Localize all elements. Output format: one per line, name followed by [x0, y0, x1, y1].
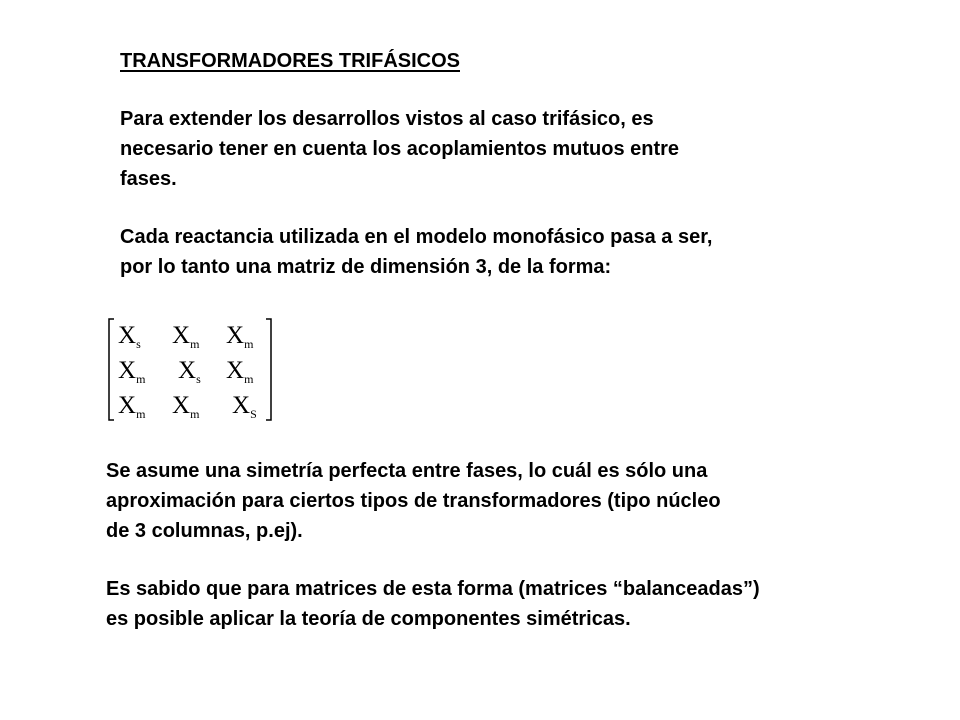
paragraph-intro-line-3: fases.	[120, 168, 177, 190]
matrix-cell-r2c2: $X_s$	[178, 357, 201, 386]
matrix-cell-r1c2: $X_m$	[172, 322, 200, 351]
paragraph-symmetry-line-3: de 3 columnas, p.ej).	[106, 520, 303, 542]
paragraph-intro-line-2: necesario tener en cuenta los acoplamientos mutuos entre	[120, 138, 680, 160]
paragraph-intro-line-1: Para extender los desarrollos vistos al caso trifásico, es	[120, 108, 654, 130]
matrix-cell-r3c1: $X_m$	[118, 392, 146, 421]
right-bracket	[266, 319, 271, 420]
matrix-cell-r1c1: $X_s$	[118, 322, 141, 351]
paragraph-reactance-line-2: por lo tanto una matriz de dimensión 3, de la forma:	[120, 256, 612, 278]
matrix-cell-r3c3: $X_S$	[232, 392, 257, 421]
paragraph-symmetry-line-1: Se asume una simetría perfecta entre fases, lo cuál es sólo una	[106, 460, 708, 482]
paragraph-conclusion-line-2: es posible aplicar la teoría de componentes simétricas.	[106, 608, 631, 630]
matrix-cell-r1c3: $X_m$	[226, 322, 254, 351]
reactance-matrix	[106, 316, 286, 424]
paragraph-symmetry-line-2: aproximación para ciertos tipos de transformadores (tipo núcleo	[106, 490, 721, 512]
matrix-cell-r3c2: $X_m$	[172, 392, 200, 421]
page-title: TRANSFORMADORES TRIFÁSICOS	[120, 50, 460, 72]
left-bracket	[109, 319, 114, 420]
matrix-cell-r2c3: $X_m$	[226, 357, 254, 386]
paragraph-conclusion-line-1: Es sabido que para matrices de esta forma (matrices “balanceadas”)	[106, 578, 760, 600]
matrix-cell-r2c1: $X_m$	[118, 357, 146, 386]
paragraph-reactance-line-1: Cada reactancia utilizada en el modelo monofásico pasa a ser,	[120, 226, 713, 248]
